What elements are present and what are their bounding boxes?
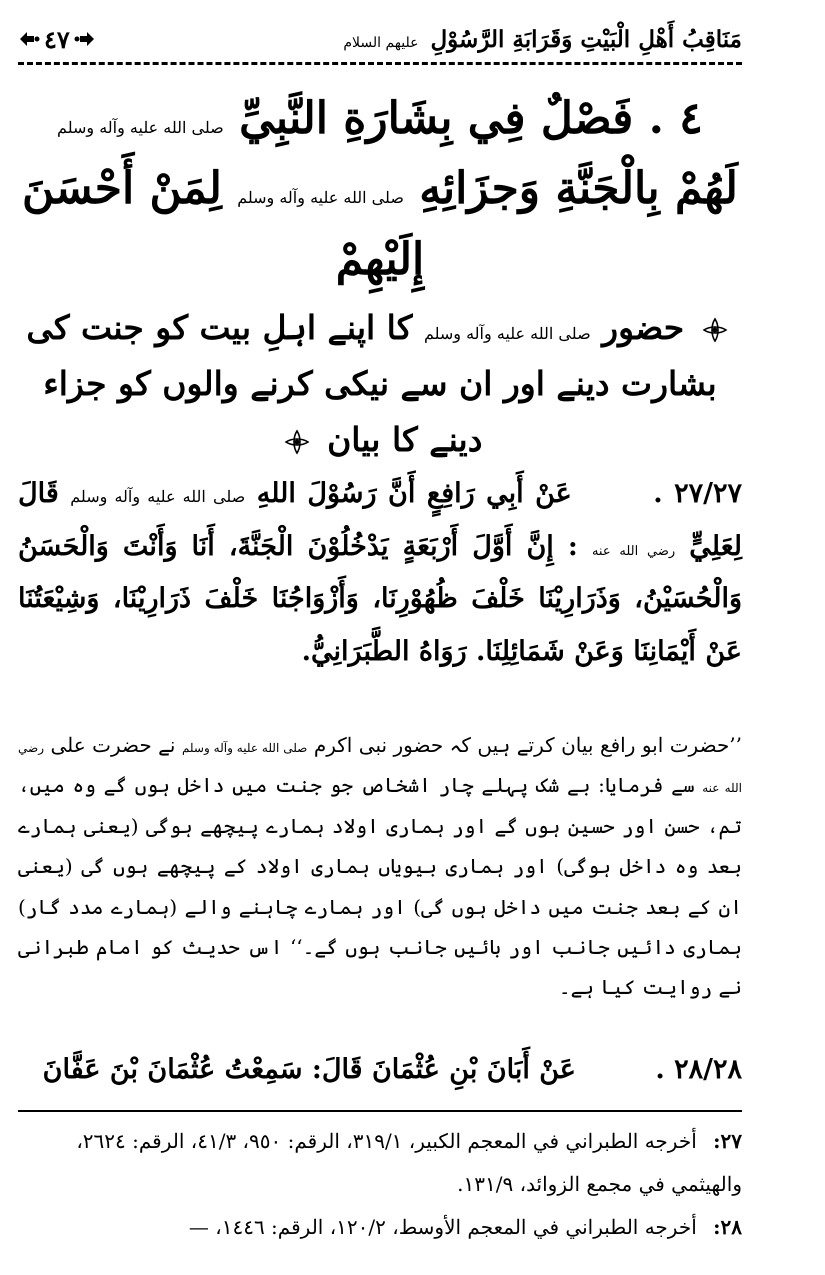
translation-part1: ’’حضرت ابو رافع بیان کرتے ہیں کہ حضور نبی اکرم xyxy=(313,733,743,757)
footnotes xyxy=(18,1120,742,1249)
section-title-part2: لَهُمْ بِالْجَنَّةِ وَجزَائِهِ xyxy=(419,163,738,215)
hadith-28-text: عَنْ أَبَانَ بْنِ عُثْمَانَ قَالَ: سَمِعْتُ عُثْمَانَ بْنَ عَفَّانَ xyxy=(42,1054,576,1085)
footnote-label: ٢٨: xyxy=(713,1215,742,1239)
hadith-27-part2: قَالَ لِعَلِيٍّ xyxy=(18,478,742,562)
section-title-part3: لِمَنْ أَحْسَنَ إِلَيْهِمْ xyxy=(22,163,425,285)
footnote-divider xyxy=(18,1110,742,1112)
header-divider xyxy=(18,62,742,65)
hadith-27-number: ٢٧/٢٧ . xyxy=(653,478,743,509)
page-number-box xyxy=(18,25,96,54)
footnote-label: ٢٧: xyxy=(713,1129,742,1153)
running-title-text: مَنَاقِبُ أَهْلِ الْبَيْتِ وَقَرَابَةِ الرَّسُوْلِ xyxy=(430,25,742,53)
footnote-item xyxy=(18,1120,742,1206)
hadith-27-part3: : إِنَّ أَوَّلَ أَرْبَعَةٍ يَدْخُلُوْنَ الْجَنَّةَ، أَنَا وَأَنْتَ وَالْحَسَنُ وَالْحُسَيْنُ، وَذَرَارِيْنَا خَلْفَ ظُهُوْرِنَا، وَأَزْوَاجُنَا خَلْفَ ذَرَارِيْنَا، وَشِيْعَتُنَا عَنْ أَيْمَانِنَا وَعَنْ شَمَائِلِنَا. رَوَاهُ الطَّبَرَانِيُّ. xyxy=(18,530,742,667)
page-header xyxy=(18,16,742,62)
flower-ornament-icon xyxy=(702,317,728,343)
salawat-text: صلى الله عليه وآله وسلم xyxy=(57,118,224,137)
salawat-text-2: صلى الله عليه وآله وسلم xyxy=(237,188,404,208)
footnote-item xyxy=(18,1206,742,1249)
ornament-right-icon xyxy=(74,28,96,50)
urdu-heading-part2: کا اپنے اہلِ بیت کو جنت کی بشارت دینے اور ان سے نیکی کرنے والوں کو جزاء دینے کا بیان xyxy=(26,308,717,460)
translation-part2: نے حضرت علی xyxy=(50,733,176,757)
translation-part3: سے فرمایا: بے شک پہلے چار اشخاص جو جنت میں داخل ہوں گے وہ میں، تم، حسن اور حسین ہوں گے اور ہماری اولاد ہمارے پیچھے ہوگی (یعنی ہمارے بعد وہ داخل ہوگی) اور ہماری بیویاں ہماری اولاد کے پیچھے ہوں گی (یعنی ان کے بعد جنت میں داخل ہوں گی) اور ہمارے چاہنے والے (ہمارے مدد گار) ہماری دائیں جانب اور بائیں جانب ہوں گے۔‘‘ اس حدیث کو امام طبرانی نے روایت کیا ہے۔ xyxy=(18,773,742,1000)
urdu-heading-part1: حضور xyxy=(602,308,685,347)
translation-radiya: رضي الله عنه xyxy=(18,741,742,796)
hadith-27-radiya: رضي الله عنه xyxy=(591,543,676,559)
hadith-27-salawat: صلى الله عليه وآله وسلم xyxy=(70,487,246,506)
translation-salawat: صلى الله عليه وآله وسلم xyxy=(181,741,308,755)
section-title xyxy=(18,84,742,295)
hadith-27-arabic xyxy=(18,468,742,679)
hadith-28-number: ٢٨/٢٨ . xyxy=(655,1054,742,1085)
footnote-text: أخرجه الطبراني في المعجم الأوسط، ١٢٠/٢، الرقم: ١٤٤٦، — xyxy=(188,1215,697,1239)
ornament-left-icon xyxy=(18,28,40,50)
running-title xyxy=(343,26,742,53)
hadith-27-part1: عَنْ أَبِي رَافِعٍ أَنَّ رَسُوْلَ اللهِ xyxy=(256,478,572,509)
hadith-28-arabic xyxy=(18,1048,742,1091)
section-title-part1: ٤ . فَصْلٌ فِي بِشَارَةِ النَّبِيِّ xyxy=(239,93,703,144)
flower-ornament-icon xyxy=(284,429,310,455)
hadith-27-translation xyxy=(18,725,742,1008)
running-title-suffix: عليهم السلام xyxy=(343,34,419,51)
urdu-heading-salawat: صلى الله عليه وآله وسلم xyxy=(423,324,591,343)
footnote-text: أخرجه الطبراني في المعجم الكبير، ٣١٩/١، الرقم: ٩٥٠، ٤١/٣، الرقم: ٢٦٢٤، والهيثمي في مجمع الزوائد، ١٣١/٩. xyxy=(76,1129,742,1196)
urdu-heading xyxy=(18,300,742,468)
page-number: ٤٧ xyxy=(44,24,70,54)
